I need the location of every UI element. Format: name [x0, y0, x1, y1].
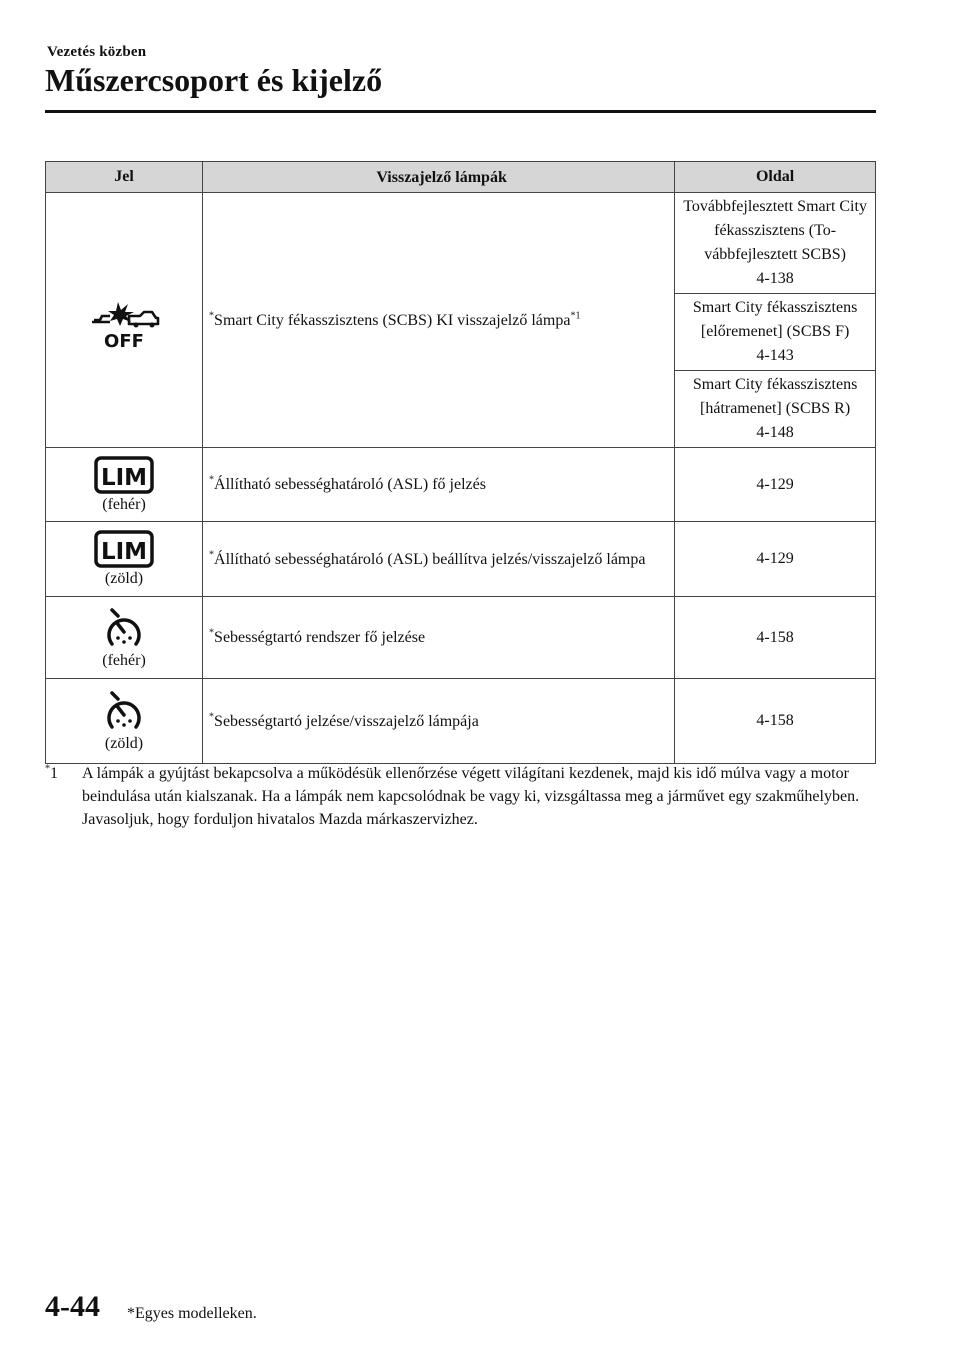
model-asterisk: * [209, 711, 215, 723]
page-cell [675, 448, 876, 522]
page-ref-number[interactable]: 4-129 [756, 550, 794, 567]
footnote-mark [45, 762, 58, 785]
footnote-text: A lámpák a gyújtást bekapcsolva a működésük ellenőrzése végett világítani kezdenek, majd kis idő múlva vagy a motor beindulása után kialszanak. Ha a lámpák nem kapcsolódnak be vagy ki, vizsgáltassa meg a járművet egy szakműhelyben. Javasoljuk, hogy forduljon hivatalos Mazda márkaszervizhez. [82, 765, 860, 828]
lamp-description: Smart City fékasszisztens (SCBS) KI visszajelző lámpa [214, 311, 571, 329]
footnote-ref: *1 [570, 310, 581, 322]
lim-icon [94, 530, 154, 568]
symbol-caption: (fehér) [102, 651, 146, 669]
table-row [46, 679, 876, 764]
page-ref-title: Smart City fékasszisztens [előremenet] (SCBS F) [692, 299, 858, 340]
page-ref-number[interactable]: 4-148 [756, 424, 794, 441]
description-cell [203, 448, 675, 522]
model-asterisk: * [209, 474, 215, 486]
description-cell [203, 193, 675, 448]
description-cell [203, 597, 675, 679]
page-ref-number[interactable]: 4-158 [756, 628, 794, 646]
page-cell [675, 371, 876, 448]
footnote-asterisk: * [45, 763, 50, 775]
symbol-cell [46, 522, 203, 597]
page-title: Műszercsoport és kijelző [45, 62, 383, 98]
model-asterisk: * [209, 310, 215, 322]
page-ref-number[interactable]: 4-129 [756, 475, 794, 493]
page-cell [675, 294, 876, 371]
model-asterisk: * [209, 549, 215, 561]
symbol-cell [46, 679, 203, 764]
symbol-cell [46, 597, 203, 679]
page-ref-number[interactable]: 4-158 [756, 712, 794, 729]
cruise-control-icon [104, 689, 144, 733]
table-row [46, 448, 876, 522]
lamp-description: Sebességtartó rendszer fő jelzése [214, 629, 426, 646]
page-cell [675, 522, 876, 597]
scbs-off-icon [84, 290, 164, 350]
symbol-caption: (zöld) [104, 570, 144, 587]
indicator-lamps-table [45, 161, 876, 764]
lamp-description: Sebességtartó jelzése/visszajelző lámpája [214, 712, 479, 730]
footnote-number: 1 [50, 765, 58, 782]
description-cell [203, 522, 675, 597]
table-row [46, 597, 876, 679]
header-lamps: Visszajelző lámpák [203, 162, 675, 193]
table-row [46, 522, 876, 597]
model-note: *Egyes modelleken. [127, 1305, 257, 1322]
lim-icon [94, 456, 154, 494]
lamp-description: Állítható sebességhatároló (ASL) beállítva jelzés/visszajelző lámpa [214, 550, 646, 568]
page-cell [675, 193, 876, 294]
page-cell [675, 679, 876, 764]
cruise-control-icon [104, 606, 144, 650]
off-label: OFF [104, 331, 144, 350]
description-cell [203, 679, 675, 764]
model-asterisk: * [209, 627, 215, 639]
page-ref-title: Továbbfejlesztett Smart City fékasszisztens (To-vábbfejlesztett SCBS) [683, 198, 867, 263]
section-label: Vezetés közben [47, 44, 147, 60]
symbol-cell [46, 448, 203, 522]
lamp-description: Állítható sebességhatároló (ASL) fő jelzés [214, 476, 486, 493]
page-number: 4-44 [45, 1290, 100, 1323]
page-cell [675, 597, 876, 679]
lim-label: LIM [100, 539, 148, 565]
page-ref-number[interactable]: 4-143 [756, 347, 794, 364]
lim-label: LIM [100, 464, 148, 491]
footnote [45, 762, 865, 831]
page-ref-title: Smart City fékasszisztens [hátramenet] (SCBS R) [692, 376, 858, 417]
symbol-cell [46, 193, 203, 448]
table-header-row [46, 162, 876, 193]
page-ref-number[interactable]: 4-138 [756, 270, 794, 287]
symbol-caption: (fehér) [102, 495, 146, 513]
symbol-caption: (zöld) [104, 735, 144, 752]
header-symbol: Jel [46, 162, 203, 193]
title-rule [45, 110, 876, 113]
table-row [46, 193, 876, 294]
header-page: Oldal [675, 162, 876, 193]
